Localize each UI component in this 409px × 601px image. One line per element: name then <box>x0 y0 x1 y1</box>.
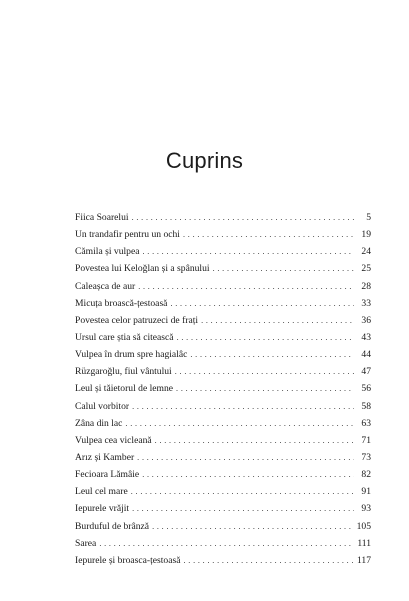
toc-leader-dots <box>213 260 354 277</box>
toc-entry-title: Caleașca de aur <box>75 280 136 292</box>
toc-entry <box>75 226 371 243</box>
toc-entry <box>75 432 371 449</box>
toc-entry-title: Arız și Kamber <box>75 451 135 463</box>
toc-entry-page: 73 <box>361 451 371 463</box>
toc-entry-page: 43 <box>361 331 371 343</box>
toc-entry <box>75 552 371 569</box>
toc-entry-page: 91 <box>361 486 371 498</box>
toc-entry <box>75 466 371 483</box>
toc-entry-page: 93 <box>361 503 371 515</box>
toc-entry-page: 28 <box>361 280 371 292</box>
toc-entry-page: 56 <box>361 383 371 395</box>
toc-entry <box>75 278 371 295</box>
toc-leader-dots <box>138 278 354 295</box>
toc-leader-dots <box>152 518 354 535</box>
toc-leader-dots <box>175 363 354 380</box>
toc-entry <box>75 329 371 346</box>
toc-entry-title: Burduful de brânză <box>75 520 150 532</box>
toc-entry-title: Un trandafir pentru un ochi <box>75 229 180 241</box>
toc-leader-dots <box>201 312 354 329</box>
toc-entry <box>75 209 371 226</box>
toc-entry-page: 105 <box>356 520 371 532</box>
page-title: Cuprins <box>165 148 244 173</box>
toc-entry <box>75 295 371 312</box>
toc-entry-title: Vulpea în drum spre hagialâc <box>75 349 188 361</box>
toc-leader-dots <box>183 552 353 569</box>
toc-entry <box>75 312 371 329</box>
toc-leader-dots <box>132 500 354 517</box>
toc-entry-page: 117 <box>356 554 371 566</box>
toc-entry <box>75 380 371 397</box>
toc-entry-title: Povestea celor patruzeci de frați <box>75 314 199 326</box>
toc-entry <box>75 363 371 380</box>
toc-entry-page: 25 <box>361 263 371 275</box>
toc-entry-page: 33 <box>361 297 371 309</box>
toc-leader-dots <box>177 329 354 346</box>
toc-entry-title: Leul și tăietorul de lemne <box>75 383 174 395</box>
toc-leader-dots <box>99 535 354 552</box>
toc-entry-title: Calul vorbitor <box>75 400 130 412</box>
toc-entry-title: Iepurele vrăjit <box>75 503 130 515</box>
toc-entry-title: Fiica Soarelui <box>75 212 129 223</box>
toc-entry-title: Povestea lui Keloğlan și a spânului <box>75 263 210 275</box>
toc-entry-page: 82 <box>361 469 371 481</box>
toc-entry-title: Leul cel mare <box>75 486 128 498</box>
toc-leader-dots <box>142 466 354 483</box>
toc-entry-page: 58 <box>361 400 371 412</box>
toc-entry-title: Vulpea cea vicleană <box>75 434 152 446</box>
toc-entry <box>75 500 371 517</box>
toc-leader-dots <box>142 243 354 260</box>
toc-entry-page: 63 <box>361 417 371 429</box>
toc-entry <box>75 518 371 535</box>
toc-entry <box>75 535 371 552</box>
toc-entry <box>75 243 371 260</box>
toc-entry-title: Fecioara Lămâie <box>75 469 140 481</box>
toc-entry-title: Cămila și vulpea <box>75 246 140 258</box>
toc-leader-dots <box>132 209 354 226</box>
toc-entry <box>75 346 371 363</box>
toc-leader-dots <box>137 449 354 466</box>
toc-entry-page: 44 <box>361 349 371 361</box>
toc-leader-dots <box>190 346 354 363</box>
toc-leader-dots <box>170 295 354 312</box>
toc-entry-page: 111 <box>357 537 371 549</box>
toc-entry-page: 36 <box>361 314 371 326</box>
toc-entry-page: 71 <box>361 434 371 446</box>
toc-entry-page: 19 <box>361 229 371 241</box>
toc-entry-page: 47 <box>361 366 371 378</box>
toc-entry-title: Iepurele și broasca-țestoasă <box>75 554 181 566</box>
toc-leader-dots <box>132 398 354 415</box>
toc-entry-page: 5 <box>366 212 371 223</box>
toc-leader-dots <box>155 432 354 449</box>
toc-entry <box>75 260 371 277</box>
toc-entry-title: Micuța broască-țestoasă <box>75 297 168 309</box>
toc-entry-title: Zâna din lac <box>75 417 123 429</box>
table-of-contents <box>75 209 371 569</box>
toc-entry-title: Sarea <box>75 537 97 549</box>
toc-entry-title: Ursul care știa să citească <box>75 331 174 343</box>
toc-entry <box>75 415 371 432</box>
toc-entry <box>75 449 371 466</box>
toc-entry-page: 24 <box>361 246 371 258</box>
toc-entry <box>75 483 371 500</box>
toc-leader-dots <box>176 380 354 397</box>
toc-leader-dots <box>125 415 354 432</box>
toc-entry-title: Rüzgaroğlu, fiul vântului <box>75 366 172 378</box>
toc-leader-dots <box>131 483 354 500</box>
toc-entry <box>75 398 371 415</box>
toc-leader-dots <box>183 226 354 243</box>
